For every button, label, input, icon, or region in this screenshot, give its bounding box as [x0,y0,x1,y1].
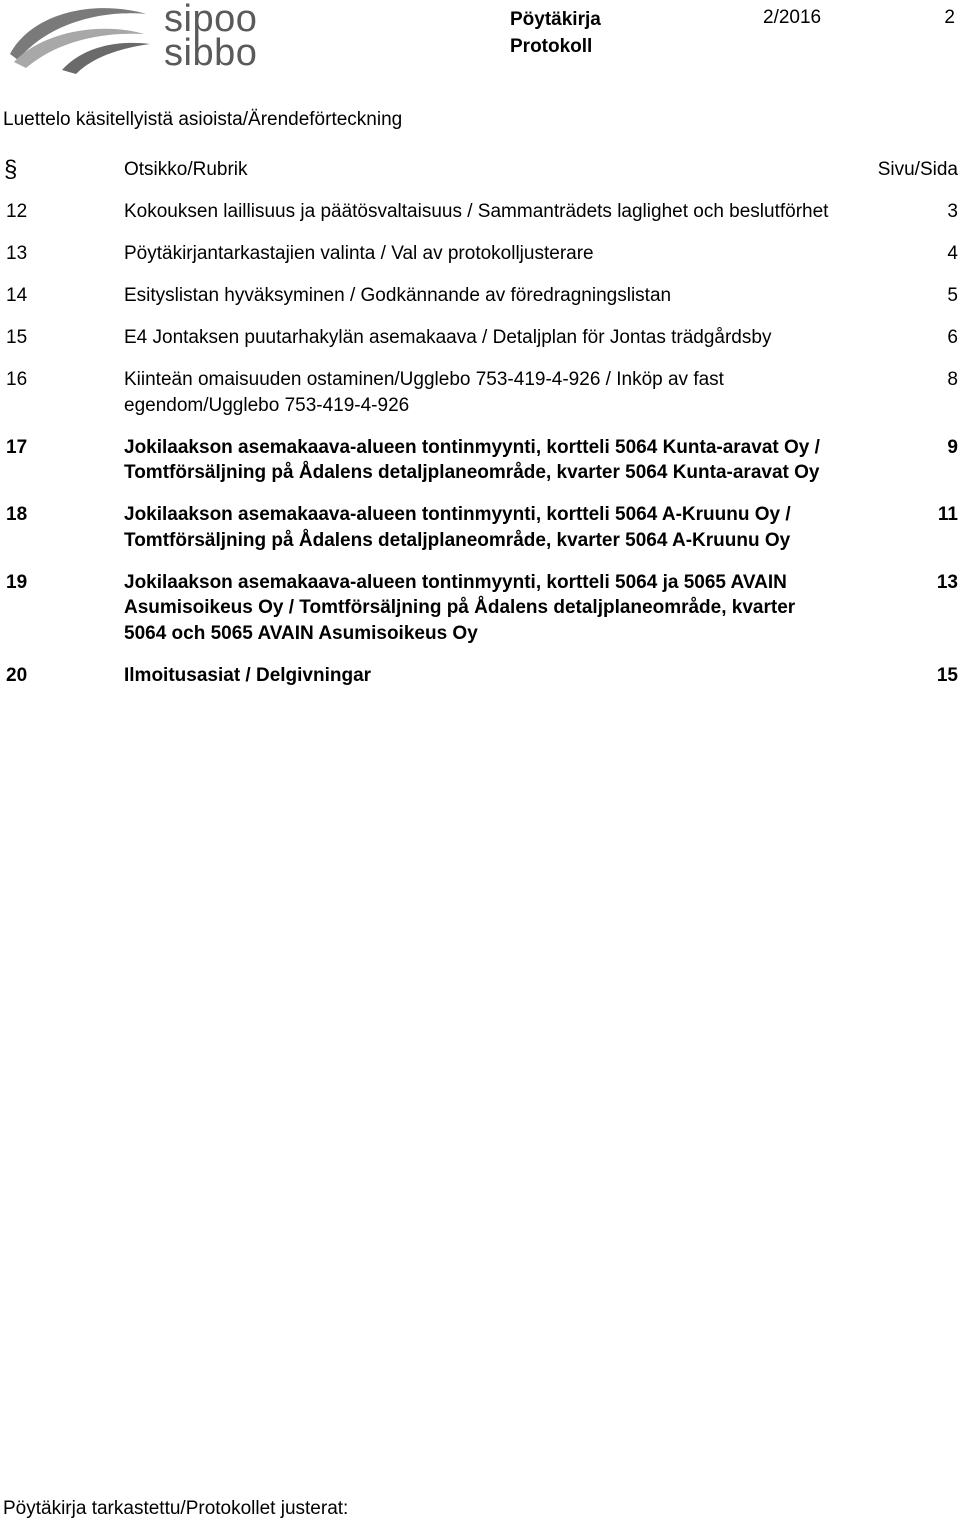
footer-verification-note: Pöytäkirja tarkastettu/Protokollet justerat: [3,1498,349,1519]
sipoo-sibbo-logo [4,0,264,76]
toc-item-page: 13 [936,571,958,593]
toc-item-title: Jokilaakson asemakaava-alueen tontinmyynti, kortteli 5064 A-Kruunu Oy / Tomtförsäljning på Ådalens detaljplaneområde, kvarter 5064 A-Kruunu Oy [124,504,791,551]
toc-item-title: Kiinteän omaisuuden ostaminen/Ugglebo 753-419-4-926 / Inköp av fast egendom/Ugglebo 753-419-4-926 [124,369,724,416]
toc-item-page: 9 [947,436,958,458]
toc-item-number: 13 [6,243,28,264]
document-type [510,6,601,60]
toc-item-number: 19 [6,571,28,593]
doc-type-finnish: Pöytäkirja [510,9,601,30]
toc-item-title: Esityslistan hyväksyminen / Godkännande av föredragningslistan [124,285,672,306]
toc-item-title: Jokilaakson asemakaava-alueen tontinmyynti, kortteli 5064 ja 5065 AVAIN Asumisoikeus Oy / Tomtförsäljning på Ådalens detaljplaneområde, kvarter 5064 och 5065 AVAIN Asumisoikeus Oy [124,571,796,644]
toc-row [0,663,960,689]
section-title: Luettelo käsitellyistä asioista/Ärendeförteckning [3,109,403,130]
logo-swoosh-icon [4,0,154,76]
toc-item-number: 15 [6,327,28,348]
toc-row [0,435,960,486]
toc-list [0,199,960,705]
toc-item-number: 14 [6,285,28,306]
toc-row [0,502,960,553]
toc-row [0,283,960,309]
toc-header [0,157,960,183]
doc-type-swedish: Protokoll [510,36,593,57]
toc-row [0,367,960,418]
toc-row [0,199,960,225]
toc-item-page: 3 [947,201,958,222]
toc-item-title: E4 Jontaksen puutarhakylän asemakaava / Detaljplan för Jontas trädgårdsby [124,327,772,348]
toc-item-page: 5 [947,285,958,306]
toc-item-page: 8 [947,369,958,390]
toc-row [0,325,960,351]
toc-page-column-header: Sivu/Sida [877,159,958,180]
toc-item-number: 20 [6,664,28,686]
logo-text-sibbo: sibbo [164,32,258,74]
toc-row [0,570,960,647]
toc-item-page: 6 [947,327,958,348]
toc-item-number: 18 [6,504,28,525]
toc-row [0,241,960,267]
logo-text-sipoo: sipoo [164,0,258,40]
toc-item-title: Jokilaakson asemakaava-alueen tontinmyynti, kortteli 5064 Kunta-aravat Oy / Tomtförsäljning på Ådalens detaljplaneområde, kvarter 5064 Kunta-aravat Oy [124,436,820,483]
page-number: 2 [944,7,955,28]
document-number: 2/2016 [763,7,822,28]
toc-item-page: 15 [936,664,958,686]
section-symbol: § [4,156,18,183]
toc-item-page: 4 [947,243,958,264]
toc-item-title: Pöytäkirjantarkastajien valinta / Val av protokolljusterare [124,243,594,264]
toc-item-number: 17 [6,436,28,458]
toc-item-number: 12 [6,201,28,222]
toc-title-column-header: Otsikko/Rubrik [124,159,248,180]
toc-item-page: 11 [937,504,958,525]
toc-item-number: 16 [6,369,28,390]
toc-item-title: Ilmoitusasiat / Delgivningar [124,664,372,686]
toc-item-title: Kokouksen laillisuus ja päätösvaltaisuus / Sammanträdets laglighet och beslutförhet [124,201,829,222]
